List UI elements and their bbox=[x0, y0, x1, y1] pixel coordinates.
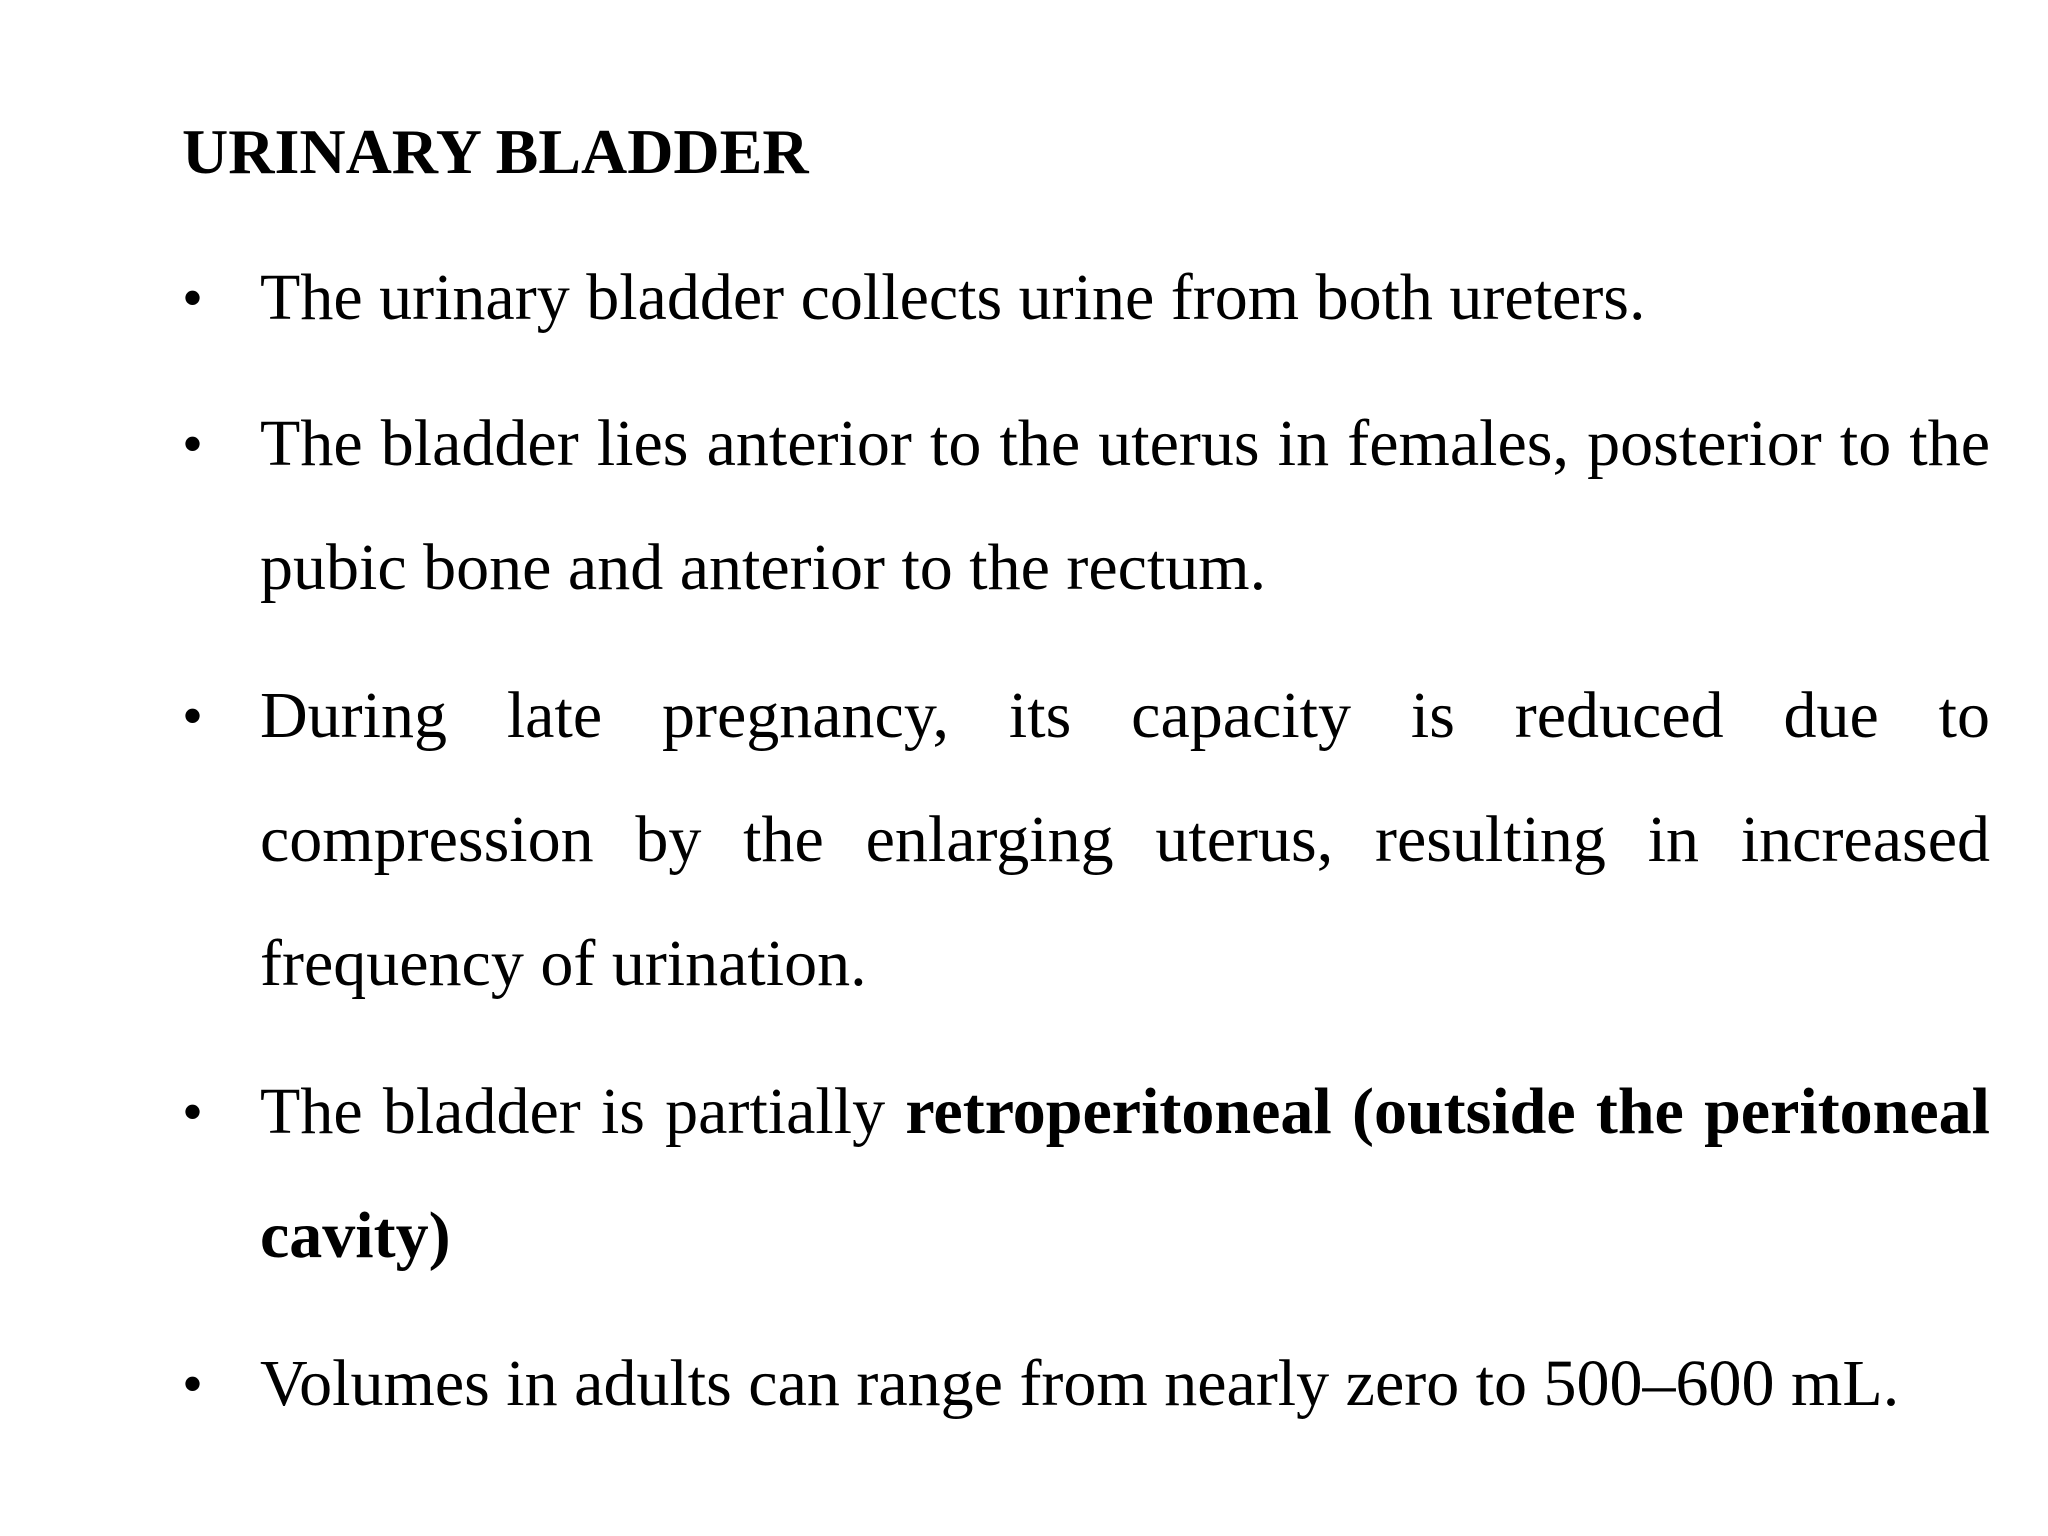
bullet-text: The bladder lies anterior to the uterus in females, posterior to the pubic bone and anterior to the rectum. bbox=[260, 407, 1990, 604]
bullet-dot-icon: • bbox=[182, 1079, 204, 1145]
bullet-text-bold: retroperitoneal (outside the peritoneal cavity) bbox=[260, 1075, 1991, 1272]
bullet-text-regular: The bladder is partially bbox=[260, 1075, 906, 1148]
bullet-item-ureters bbox=[182, 236, 1990, 360]
bullet-text: Volumes in adults can range from nearly zero to 500–600 mL. bbox=[260, 1347, 1900, 1420]
bullet-dot-icon: • bbox=[182, 265, 204, 331]
bullet-text: During late pregnancy, its capacity is reduced due to compression by the enlarging uterus, resulting in increased frequency of urination. bbox=[260, 679, 1990, 1000]
bullet-dot-icon: • bbox=[182, 411, 204, 477]
bullet-item-retroperitoneal bbox=[182, 1050, 1990, 1298]
bullet-text bbox=[260, 1050, 1990, 1298]
bullet-item-position bbox=[182, 382, 1990, 630]
bullet-dot-icon: • bbox=[182, 1351, 204, 1417]
bullet-dot-icon: • bbox=[182, 683, 204, 749]
bullet-item-pregnancy bbox=[182, 654, 1990, 1026]
bullet-item-volumes bbox=[182, 1322, 1990, 1446]
bullet-text: The urinary bladder collects urine from both ureters. bbox=[260, 261, 1646, 334]
slide-title: URINARY BLADDER bbox=[182, 116, 809, 187]
